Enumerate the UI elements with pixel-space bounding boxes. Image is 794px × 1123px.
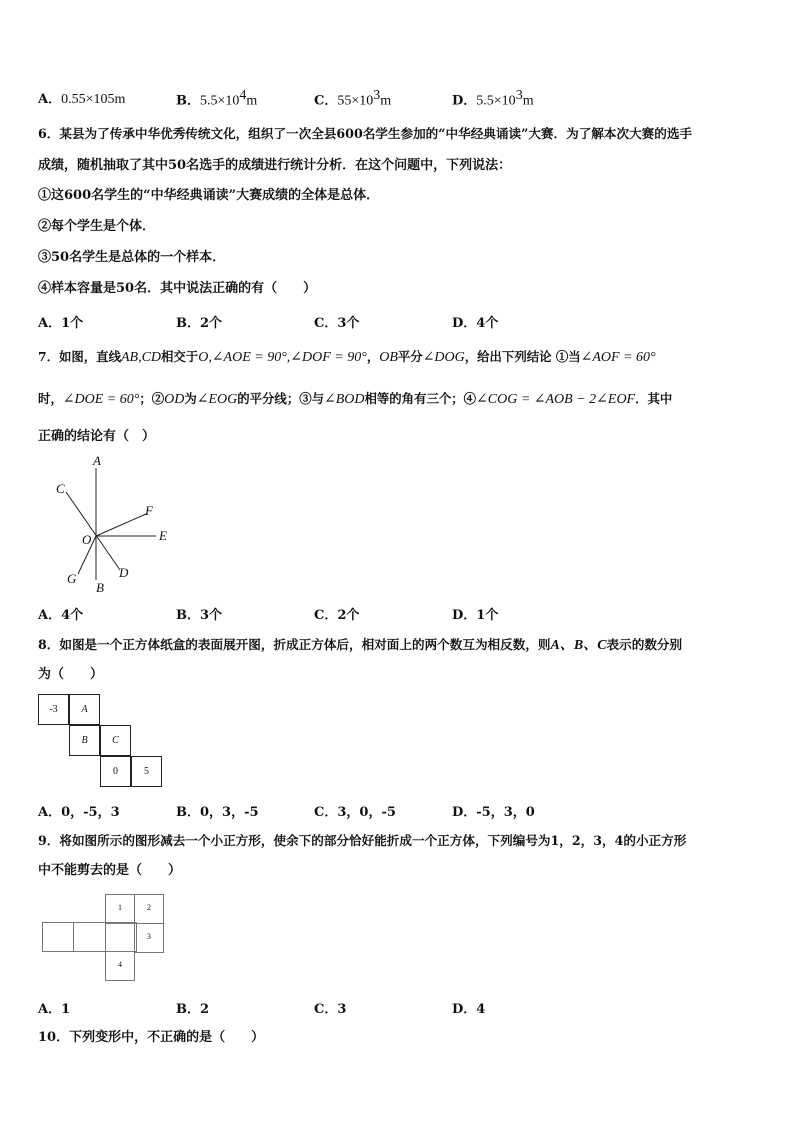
q10-stem: 10．下列变形中，不正确的是（ ）: [38, 1030, 265, 1045]
fig-cell-3: 3: [134, 923, 164, 953]
q5-option-c: C．$55\times 10^3m$: [314, 88, 392, 109]
q9-option-c: C．3: [314, 1002, 347, 1017]
q9-option-d: D．4: [452, 1002, 486, 1017]
fig-cell-middle: [105, 922, 137, 952]
label-d: D: [119, 565, 129, 580]
fig-cell-left-2: [73, 922, 106, 952]
q6-option-b: B．2个: [176, 316, 223, 331]
q9-option-a: A．1: [38, 1002, 71, 1017]
label-o: O: [82, 532, 92, 547]
q9-stem-line1: 9．将如图所示的图形减去一个小正方形，使余下的部分恰好能折成一个正方体，下列编号为1，2，3，4的小正方形: [38, 833, 687, 848]
net-cell-c: C: [100, 725, 131, 756]
label-f: F: [145, 503, 153, 518]
q7-figure: [50, 452, 190, 597]
net-cell-0: 0: [100, 756, 131, 787]
net-cell-5: 5: [131, 756, 162, 787]
net-cell-b: B: [69, 725, 100, 756]
q7-stem-line1: 7．如图，直线AB,CD相交于O,∠AOE = 90°,∠DOF = 90°，OB平分∠DOG，给出下列结论 ①当∠AOF = 60°: [38, 349, 656, 365]
fig-cell-2: 2: [134, 894, 164, 924]
q6-statement-4: ④样本容量是50名．其中说法正确的有（ ）: [38, 281, 317, 296]
fig-cell-4: 4: [105, 951, 135, 981]
q7-option-d: D．1个: [452, 608, 499, 623]
q7-option-b: B．3个: [176, 608, 223, 623]
q6-statement-3: ③50名学生是总体的一个样本．: [38, 250, 226, 265]
label-c: C: [56, 481, 65, 496]
q9-stem-line2: 中不能剪去的是（ ）: [38, 863, 182, 878]
q6-stem-line1: 6．某县为了传承中华优秀传统文化，组织了一次全县600名学生参加的“中华经典诵读”大赛．为了解本次大赛的选手: [38, 126, 693, 141]
label-g: G: [67, 571, 77, 586]
fig-cell-left-1: [42, 922, 74, 952]
fig-cell-1: 1: [105, 894, 135, 924]
q8-option-a: A．0，-5，3: [38, 805, 120, 820]
q5-option-d: D．$5.5\times 10^3m$: [452, 88, 534, 109]
q7-stem-line2: 时，∠DOE = 60°；②OD为∠EOG的平分线；③与∠BOD相等的角有三个；④∠COG = ∠AOB − 2∠EOF．其中: [38, 391, 673, 407]
net-cell-minus3: -3: [38, 694, 69, 725]
q6-stem-line2: 成绩，随机抽取了其中50名选手的成绩进行统计分析．在这个问题中，下列说法：: [38, 158, 512, 173]
line-c-d: [66, 492, 120, 570]
q6-statement-1: ①这600名学生的“中华经典诵读”大赛成绩的全体是总体．: [38, 188, 380, 203]
q6-statement-2: ②每个学生是个体．: [38, 219, 156, 234]
q8-option-b: B．0，3，-5: [176, 805, 259, 820]
q8-stem-line2: 为（ ）: [38, 667, 104, 682]
label-e: E: [159, 528, 167, 543]
q7-option-a: A．4个: [38, 608, 84, 623]
label-b: B: [96, 580, 104, 595]
ray-o-f: [96, 514, 146, 536]
q8-stem-line1: 8．如图是一个正方体纸盒的表面展开图，折成正方体后，相对面上的两个数互为相反数，则A、B、C表示的数分别: [38, 637, 683, 653]
q6-option-c: C．3个: [314, 316, 360, 331]
label-a: A: [93, 453, 101, 468]
q9-option-b: B．2: [176, 1002, 210, 1017]
q8-option-d: D．-5，3，0: [452, 805, 535, 820]
q7-stem-line3: 正确的结论有（ ）: [38, 429, 156, 444]
q5-option-b: B．$5.5\times 10^4m$: [176, 88, 258, 109]
q8-option-c: C．3，0，-5: [314, 805, 396, 820]
q5-option-a: A．0.55×105m: [38, 92, 126, 107]
q7-option-c: C．2个: [314, 608, 360, 623]
q6-option-d: D．4个: [452, 316, 499, 331]
net-cell-a: A: [69, 694, 100, 725]
q6-option-a: A．1个: [38, 316, 84, 331]
